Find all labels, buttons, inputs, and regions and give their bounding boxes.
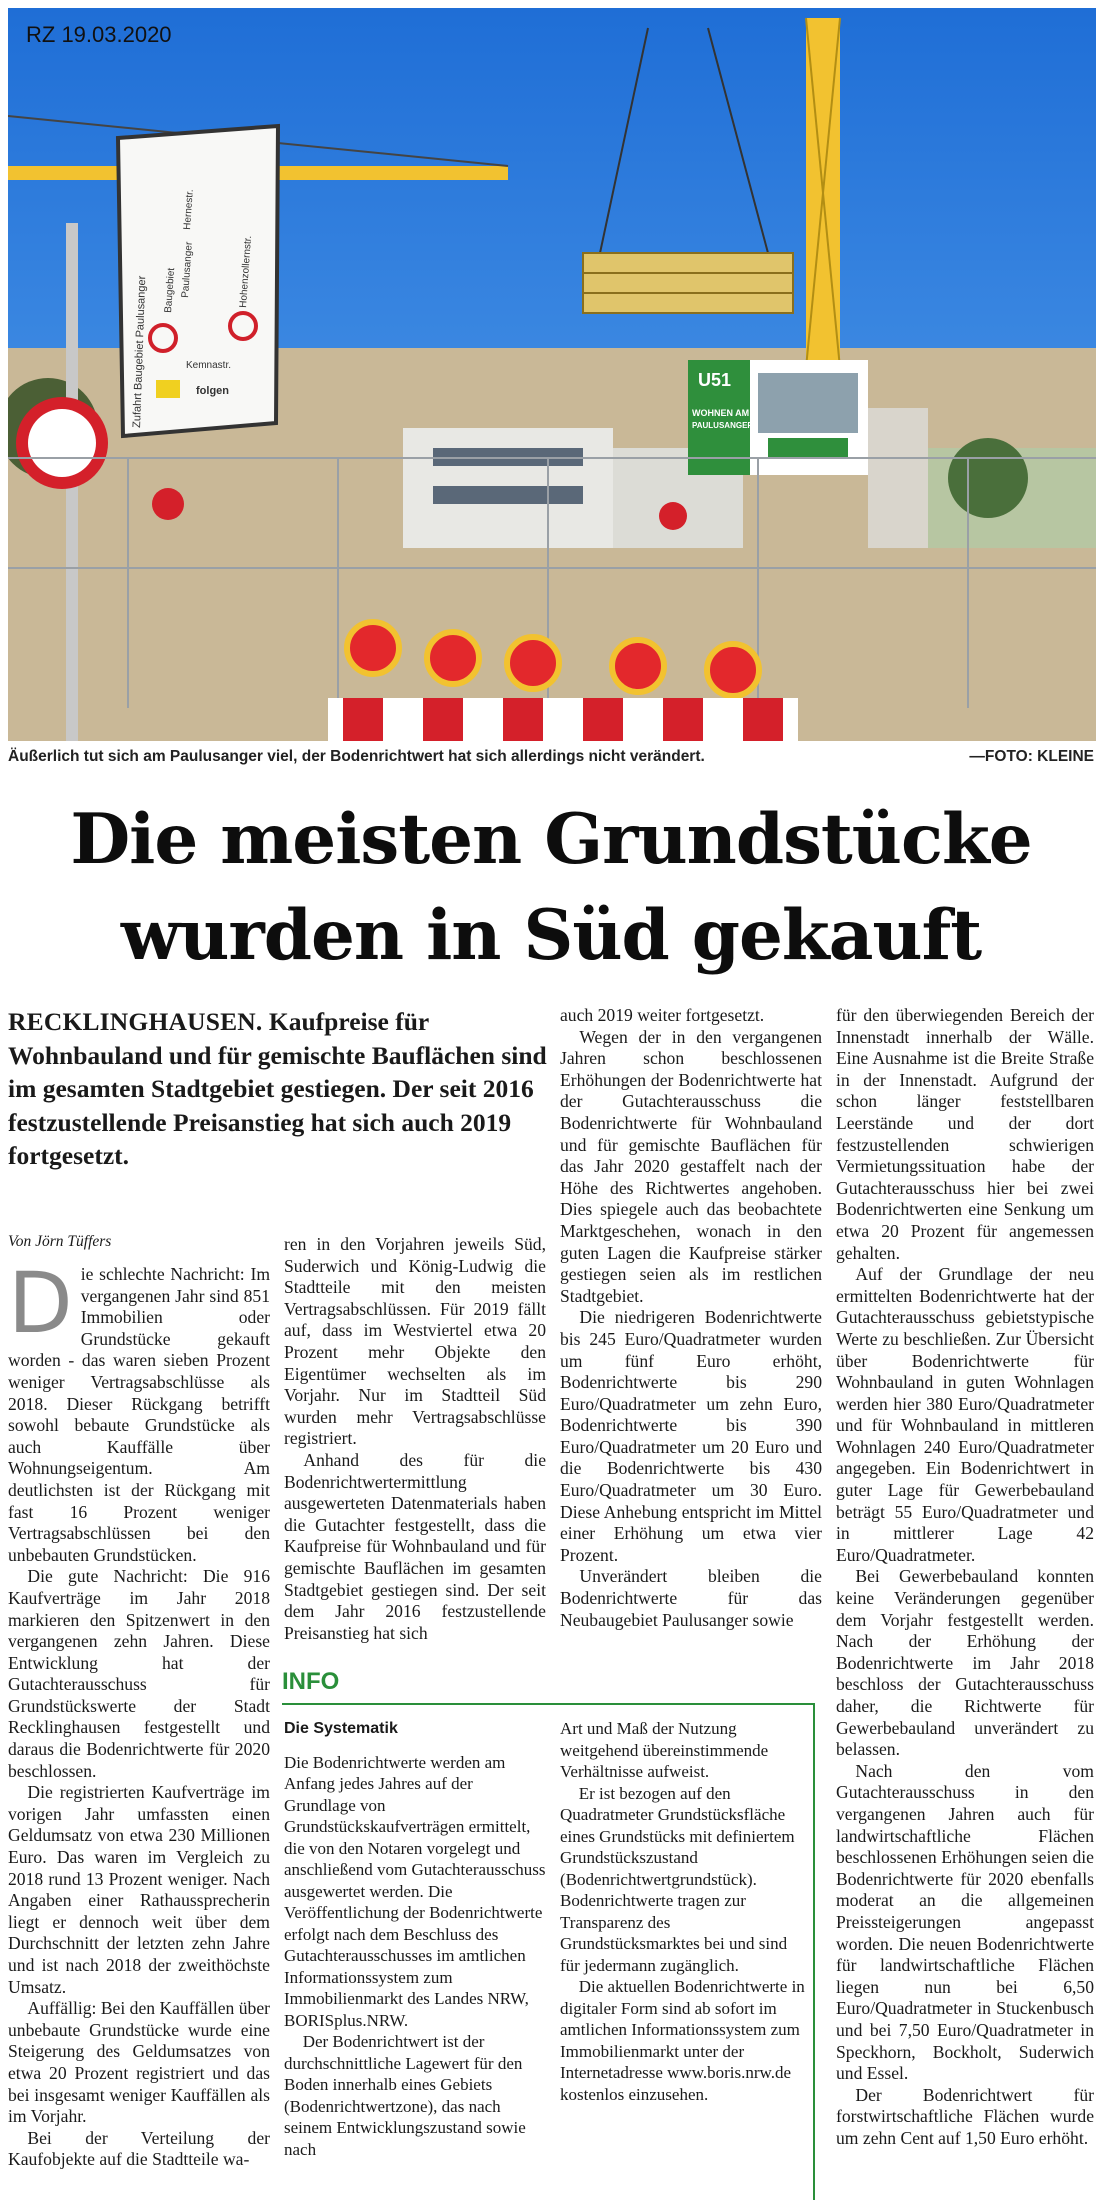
paragraph: Die schlechte Nachricht: Im vergangenen Jahr sind 851 Immobilien oder Grundstücke gekauft worden - das waren sieben Prozent weniger Vertragsabschlüsse als 2018. Dieser Rückgang betrifft sowohl bebaute Grundstücke als auch Kauffälle über Wohnungseigentum. Am deutlichsten ist der Rückgang mit fast 16 Prozent weniger Vertragsabschlüssen bei den unbebauten Grundstücken. <box>8 1264 270 1565</box>
dateline: RECKLINGHAUSEN. <box>8 1007 263 1036</box>
paragraph: Die registrierten Kaufverträge im vorigen Jahr umfassten einen Geldumsatz von etwa 230 Millionen Euro. Das waren im Vergleich zu 2018 rund 13 Prozent weniger. Nach Angaben einer Rathaussprecherin liegt er dennoch weit über dem Durchschnitt der letzten zehn Jahre und ist nach 2018 der zweithöchste Umsatz. <box>8 1782 270 1997</box>
date-stamp: RZ 19.03.2020 <box>26 22 172 47</box>
building-right <box>868 408 928 548</box>
sign-title: Zufahrt Baugebiet Paulusanger <box>131 275 149 429</box>
headline-line-2: wurden in Süd gekauft <box>120 895 982 976</box>
paragraph: Anhand des für die Bodenrichtwertermittlung ausgewerteten Datenmaterials haben die Gutachter festgestellt, dass die Kaufpreise für Wohnbauland und für gemischte Bauflächen im gesamten Stadtgebiet gestiegen sind. Der seit dem Jahr 2016 festzustellende Preisanstieg hat sich <box>284 1449 546 1643</box>
info-column-right <box>560 1718 808 2200</box>
headline <box>0 792 1102 984</box>
paragraph: Bei der Verteilung der Kaufobjekte auf die Stadtteile wa- <box>8 2127 270 2170</box>
byline: Von Jörn Tüffers <box>8 1233 112 1250</box>
article-column-4 <box>836 1005 1094 2200</box>
paragraph: Er ist bezogen auf den Quadratmeter Grundstücksfläche eines Grundstücks mit definiertem Grundstückszustand (Bodenrichtwertgrundstück). Bodenrichtwerte tragen zur Transparenz des Grundstücksmarktes bei und sind für jedermann zugänglich. <box>560 1783 795 1975</box>
info-heading: INFO <box>282 1668 340 1695</box>
lead-text: Kaufpreise für Wohnbauland und für gemischte Bauflächen sind im gesamten Stadtgebiet gestiegen. Der seit 2016 festzustellende Preisanstieg hat sich auch 2019 fortgesetzt. <box>8 1007 547 1170</box>
banner-line1: WOHNEN AM <box>692 408 750 418</box>
lead-paragraph <box>8 1005 553 1173</box>
paragraph: Art und Maß der Nutzung weitgehend übereinstimmende Verhältnisse aufweist. <box>560 1719 769 1781</box>
drop-cap: D <box>8 1264 73 1352</box>
sign-street-4: Baugebiet <box>163 267 178 314</box>
sign-street-3: Hohenzollernstr. <box>238 235 255 309</box>
article-column-1 <box>8 1264 270 2200</box>
paragraph: auch 2019 weiter fortgesetzt. <box>560 1005 765 1025</box>
sign-follow: folgen <box>196 385 229 397</box>
paragraph: Der Bodenrichtwert ist der durchschnittliche Lagewert für den Boden innerhalb eines Gebiets (Bodenrichtwertzone), das nach seinem Entwicklungszustand sowie nach <box>284 2032 526 2159</box>
sign-street-2: Paulusanger <box>180 241 195 299</box>
article-column-2 <box>284 1234 546 1654</box>
paragraph: Die gute Nachricht: Die 916 Kaufverträge im Jahr 2018 markieren den Spitzenwert in den vergangenen zehn Jahren. Diese Entwicklung hat der Gutachterausschuss für Grundstückswerte der Stadt Recklinghausen festgestellt und daraus die Bodenrichtwerte für 2020 beschlossen. <box>8 1566 270 1781</box>
sign-street-5: Kemnastr. <box>186 360 232 371</box>
info-column-left <box>284 1718 546 2200</box>
info-rule <box>282 1703 815 1705</box>
crane-load <box>583 253 793 313</box>
paragraph: Nach den vom Gutachterausschuss in den vergangenen Jahren auch für landwirtschaftliche Flächen beschlossenen Erhöhungen seien die Bodenrichtwerte für 2020 ebenfalls moderat an die allgemeinen Preissteigerungen angepasst worden. Die neuen Bodenrichtwerte für landwirtschaftliche Flächen liegen nun bei 6,50 Euro/Quadratmeter in Stuckenbusch und bei 7,50 Euro/Quadratmeter in Speckhorn, Bockholt, Suderwich und Essel. <box>836 1760 1094 2084</box>
sign-street-1: Hernestr. <box>182 188 196 231</box>
headline-line-1: Die meisten Grundstücke <box>70 799 1032 880</box>
construction-site-illustration <box>8 8 1096 741</box>
paragraph: Die Bodenrichtwerte werden am Anfang jedes Jahres auf der Grundlage von Grundstückskaufverträgen ermittelt, die von den Notaren vorgelegt und anschließend vom Gutachterausschuss ausgewertet werden. Die Veröffentlichung der Bodenrichtwerte erfolgt nach dem Beschluss des Gutachterausschusses im amtlichen Informationssystem zum Immobilienmarkt des Landes NRW, BORISplus.NRW. <box>284 1752 546 2030</box>
article-column-3 <box>560 1005 822 1653</box>
news-photo <box>8 8 1096 741</box>
banner-line2: PAULUSANGER <box>692 421 754 430</box>
info-subheading: Die Systematik <box>284 1720 398 1737</box>
paragraph: Bei Gewerbebauland konnten keine Veränderungen gegenüber dem Vorjahr festgestellt werden. Nach der Erhöhung der Bodenrichtwerte im Jahr 2018 beschloss der Gutachterausschuss daher, die Richtwerte für Gewerbebauland unverändert zu belassen. <box>836 1566 1094 1760</box>
photo-credit: —FOTO: KLEINE <box>969 748 1094 765</box>
photo-caption: Äußerlich tut sich am Paulusanger viel, der Bodenrichtwert hat sich allerdings nicht verändert. <box>8 748 705 765</box>
paragraph: Der Bodenrichtwert für forstwirtschaftliche Flächen wurde um zehn Cent auf 1,50 Euro erhöht. <box>836 2084 1094 2148</box>
paragraph: Auf der Grundlage der neu ermittelten Bodenrichtwerte hat der Gutachterausschuss gebietstypische Werte zu beschließen. Zur Übersicht über Bodenrichtwerte für Wohnbauland in guten Wohnlagen werden hier 380 Euro/Quadratmeter und für Wohnbauland in mittleren Wohnlagen 240 Euro/Quadratmeter angegeben. Ein Bodenrichtwert in guter Lage für Gewerbebauland beträgt 55 Euro/Quadratmeter und in mittlerer Lage 42 Euro/Quadratmeter. <box>836 1264 1094 1565</box>
paragraph: Wegen der in den vergangenen Jahren schon beschlossenen Erhöhungen der Bodenrichtwerte hat der Gutachterausschuss die Bodenrichtwerte für Wohnbauland und für gemischte Bauflächen für das Jahr 2020 gestaffelt nach der Höhe des Richtwertes angehoben. Dies spiegele auch das beobachtete Marktgeschehen, wonach in den guten Lagen die Kaufpreise stärker gestiegen seien als im restlichen Stadtgebiet. <box>560 1026 822 1306</box>
barrier <box>328 698 798 741</box>
paragraph: für den überwiegenden Bereich der Innenstadt innerhalb der Wälle. Eine Ausnahme ist die Breite Straße in der Innenstadt. Aufgrund der schon länger feststellbaren Leerstände und der dort festzustellenden schwierigen Vermietungssituation habe der Gutachterausschuss hier bei zwei Bodenrichtwerten eine Senkung um etwa 20 Prozent für angemessen gehalten. <box>836 1005 1094 1263</box>
tree <box>948 438 1028 518</box>
paragraph: Unverändert bleiben die Bodenrichtwerte für das Neubaugebiet Paulusanger sowie <box>560 1566 822 1630</box>
paragraph: ren in den Vorjahren jeweils Süd, Suderwich und König-Ludwig die Stadtteile mit den meisten Vertragsabschlüssen. Für 2019 fällt auf, dass im Westviertel etwa 20 Prozent mehr Objekte den Eigentümer wechselten als im Vorjahr. Nur im Stadtteil Süd wurden mehr Vertragsabschlüsse registriert. <box>284 1234 546 1449</box>
banner-logo: U51 <box>698 370 732 390</box>
paragraph: Die aktuellen Bodenrichtwerte in digitaler Form sind ab sofort im amtlichen Informationssystem zum Immobilienmarkt unter der Internetadresse www.boris.nrw.de kostenlos einzusehen. <box>560 1977 805 2104</box>
paragraph: Die niedrigeren Bodenrichtwerte bis 245 Euro/Quadratmeter wurden um fünf Euro erhöht, Bodenrichtwerte bis 290 Euro/Quadratmeter um zehn Euro, Bodenrichtwerte bis 390 Euro/Quadratmeter um 20 Euro und die Bodenrichtwerte bis 430 Euro/Quadratmeter um 30 Euro. Diese Anhebung entspricht im Mittel einer Erhöhung um etwa vier Prozent. <box>560 1307 822 1565</box>
paragraph: Auffällig: Bei den Kauffällen über unbebaute Grundstücke wurde eine Steigerung des Geldumsatzes von etwa 20 Prozent registriert und das bei insgesamt weniger Kauffällen als im Vorjahr. <box>8 1998 270 2127</box>
info-rule-side <box>813 1703 815 2200</box>
